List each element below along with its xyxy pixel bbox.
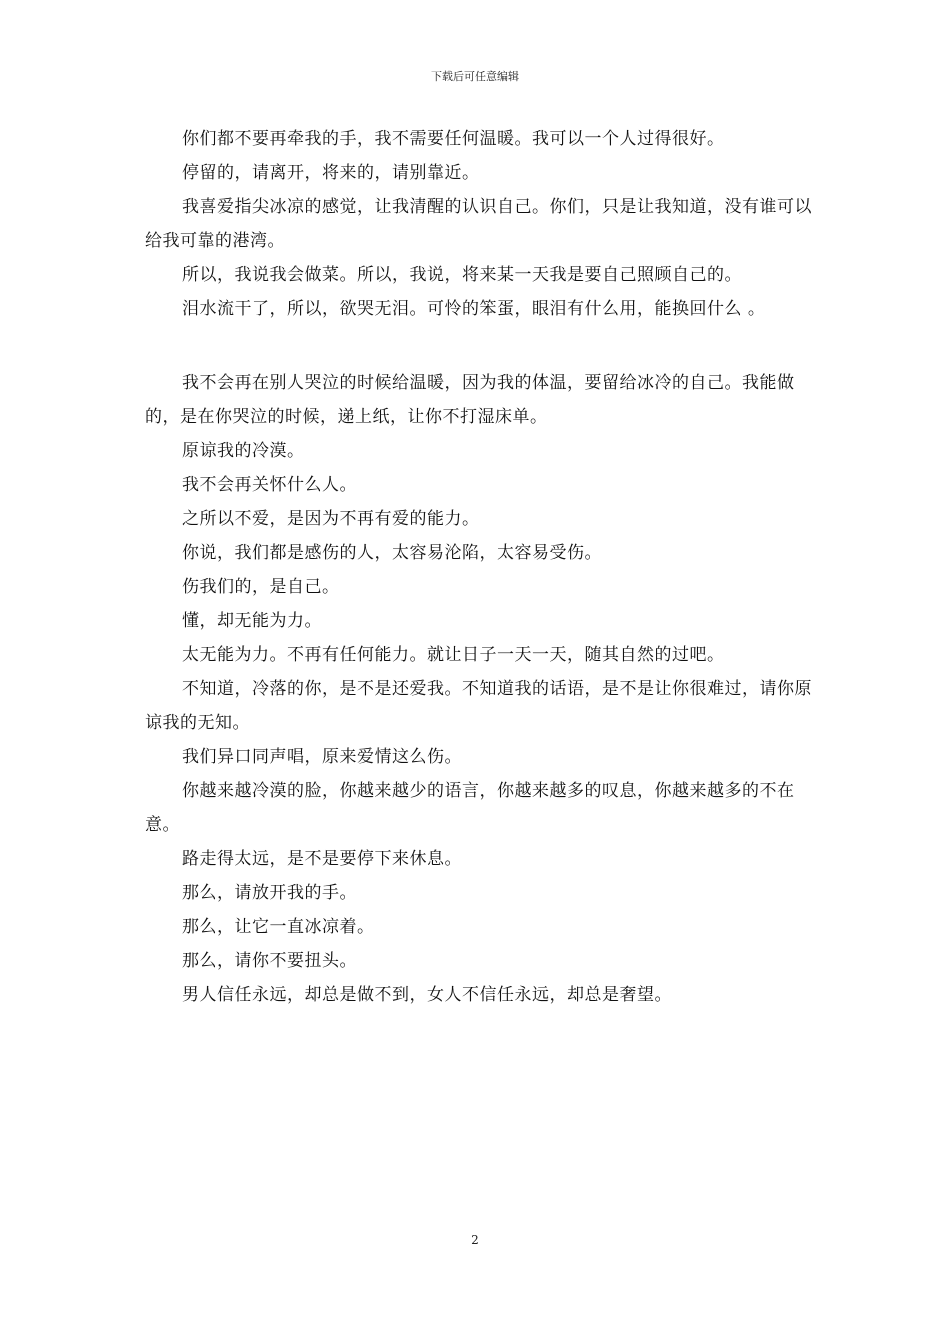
paragraph: 我们异口同声唱，原来爱情这么伤。 [182,747,462,767]
paragraph: 懂，却无能为力。 [182,611,322,631]
paragraph: 所以，我说我会做菜。所以，我说，将来某一天我是要自己照顾自己的。 [182,265,742,285]
paragraph: 男人信任永远，却总是做不到，女人不信任永远，却总是奢望。 [182,985,672,1005]
paragraph: 之所以不爱，是因为不再有爱的能力。 [182,509,480,529]
paragraph: 不知道，冷落的你，是不是还爱我。不知道我的话语，是不是让你很难过，请你原谅我的无知。 [145,679,812,733]
paragraph: 泪水流干了，所以，欲哭无泪。可怜的笨蛋，眼泪有什么用，能换回什么 。 [182,299,766,319]
paragraph: 那么，让它一直冰凉着。 [182,917,375,937]
document-body [145,122,825,1012]
page-number: 2 [471,1233,479,1247]
page-header-note: 下载后可任意编辑 [431,70,519,83]
paragraph: 你说，我们都是感伤的人，太容易沦陷，太容易受伤。 [182,543,602,563]
paragraph: 原谅我的冷漠。 [182,441,305,461]
paragraph: 我不会再在别人哭泣的时候给温暖，因为我的体温，要留给冰冷的自己。我能做的，是在你哭泣的时候，递上纸，让你不打湿床单。 [145,373,795,427]
paragraph: 路走得太远，是不是要停下来休息。 [182,849,462,869]
paragraph: 那么，请放开我的手。 [182,883,357,903]
paragraph: 我喜爱指尖冰凉的感觉，让我清醒的认识自己。你们，只是让我知道，没有谁可以给我可靠的港湾。 [145,197,812,251]
paragraph: 那么，请你不要扭头。 [182,951,357,971]
paragraph: 我不会再关怀什么人。 [182,475,357,495]
paragraph: 你越来越冷漠的脸，你越来越少的语言，你越来越多的叹息，你越来越多的不在意。 [145,781,795,835]
paragraph-spacer [145,326,825,366]
paragraph: 停留的，请离开，将来的，请别靠近。 [182,163,480,183]
paragraph: 伤我们的，是自己。 [182,577,340,597]
paragraph: 太无能为力。不再有任何能力。就让日子一天一天，随其自然的过吧。 [182,645,725,665]
paragraph: 你们都不要再牵我的手，我不需要任何温暖。我可以一个人过得很好。 [182,129,725,149]
